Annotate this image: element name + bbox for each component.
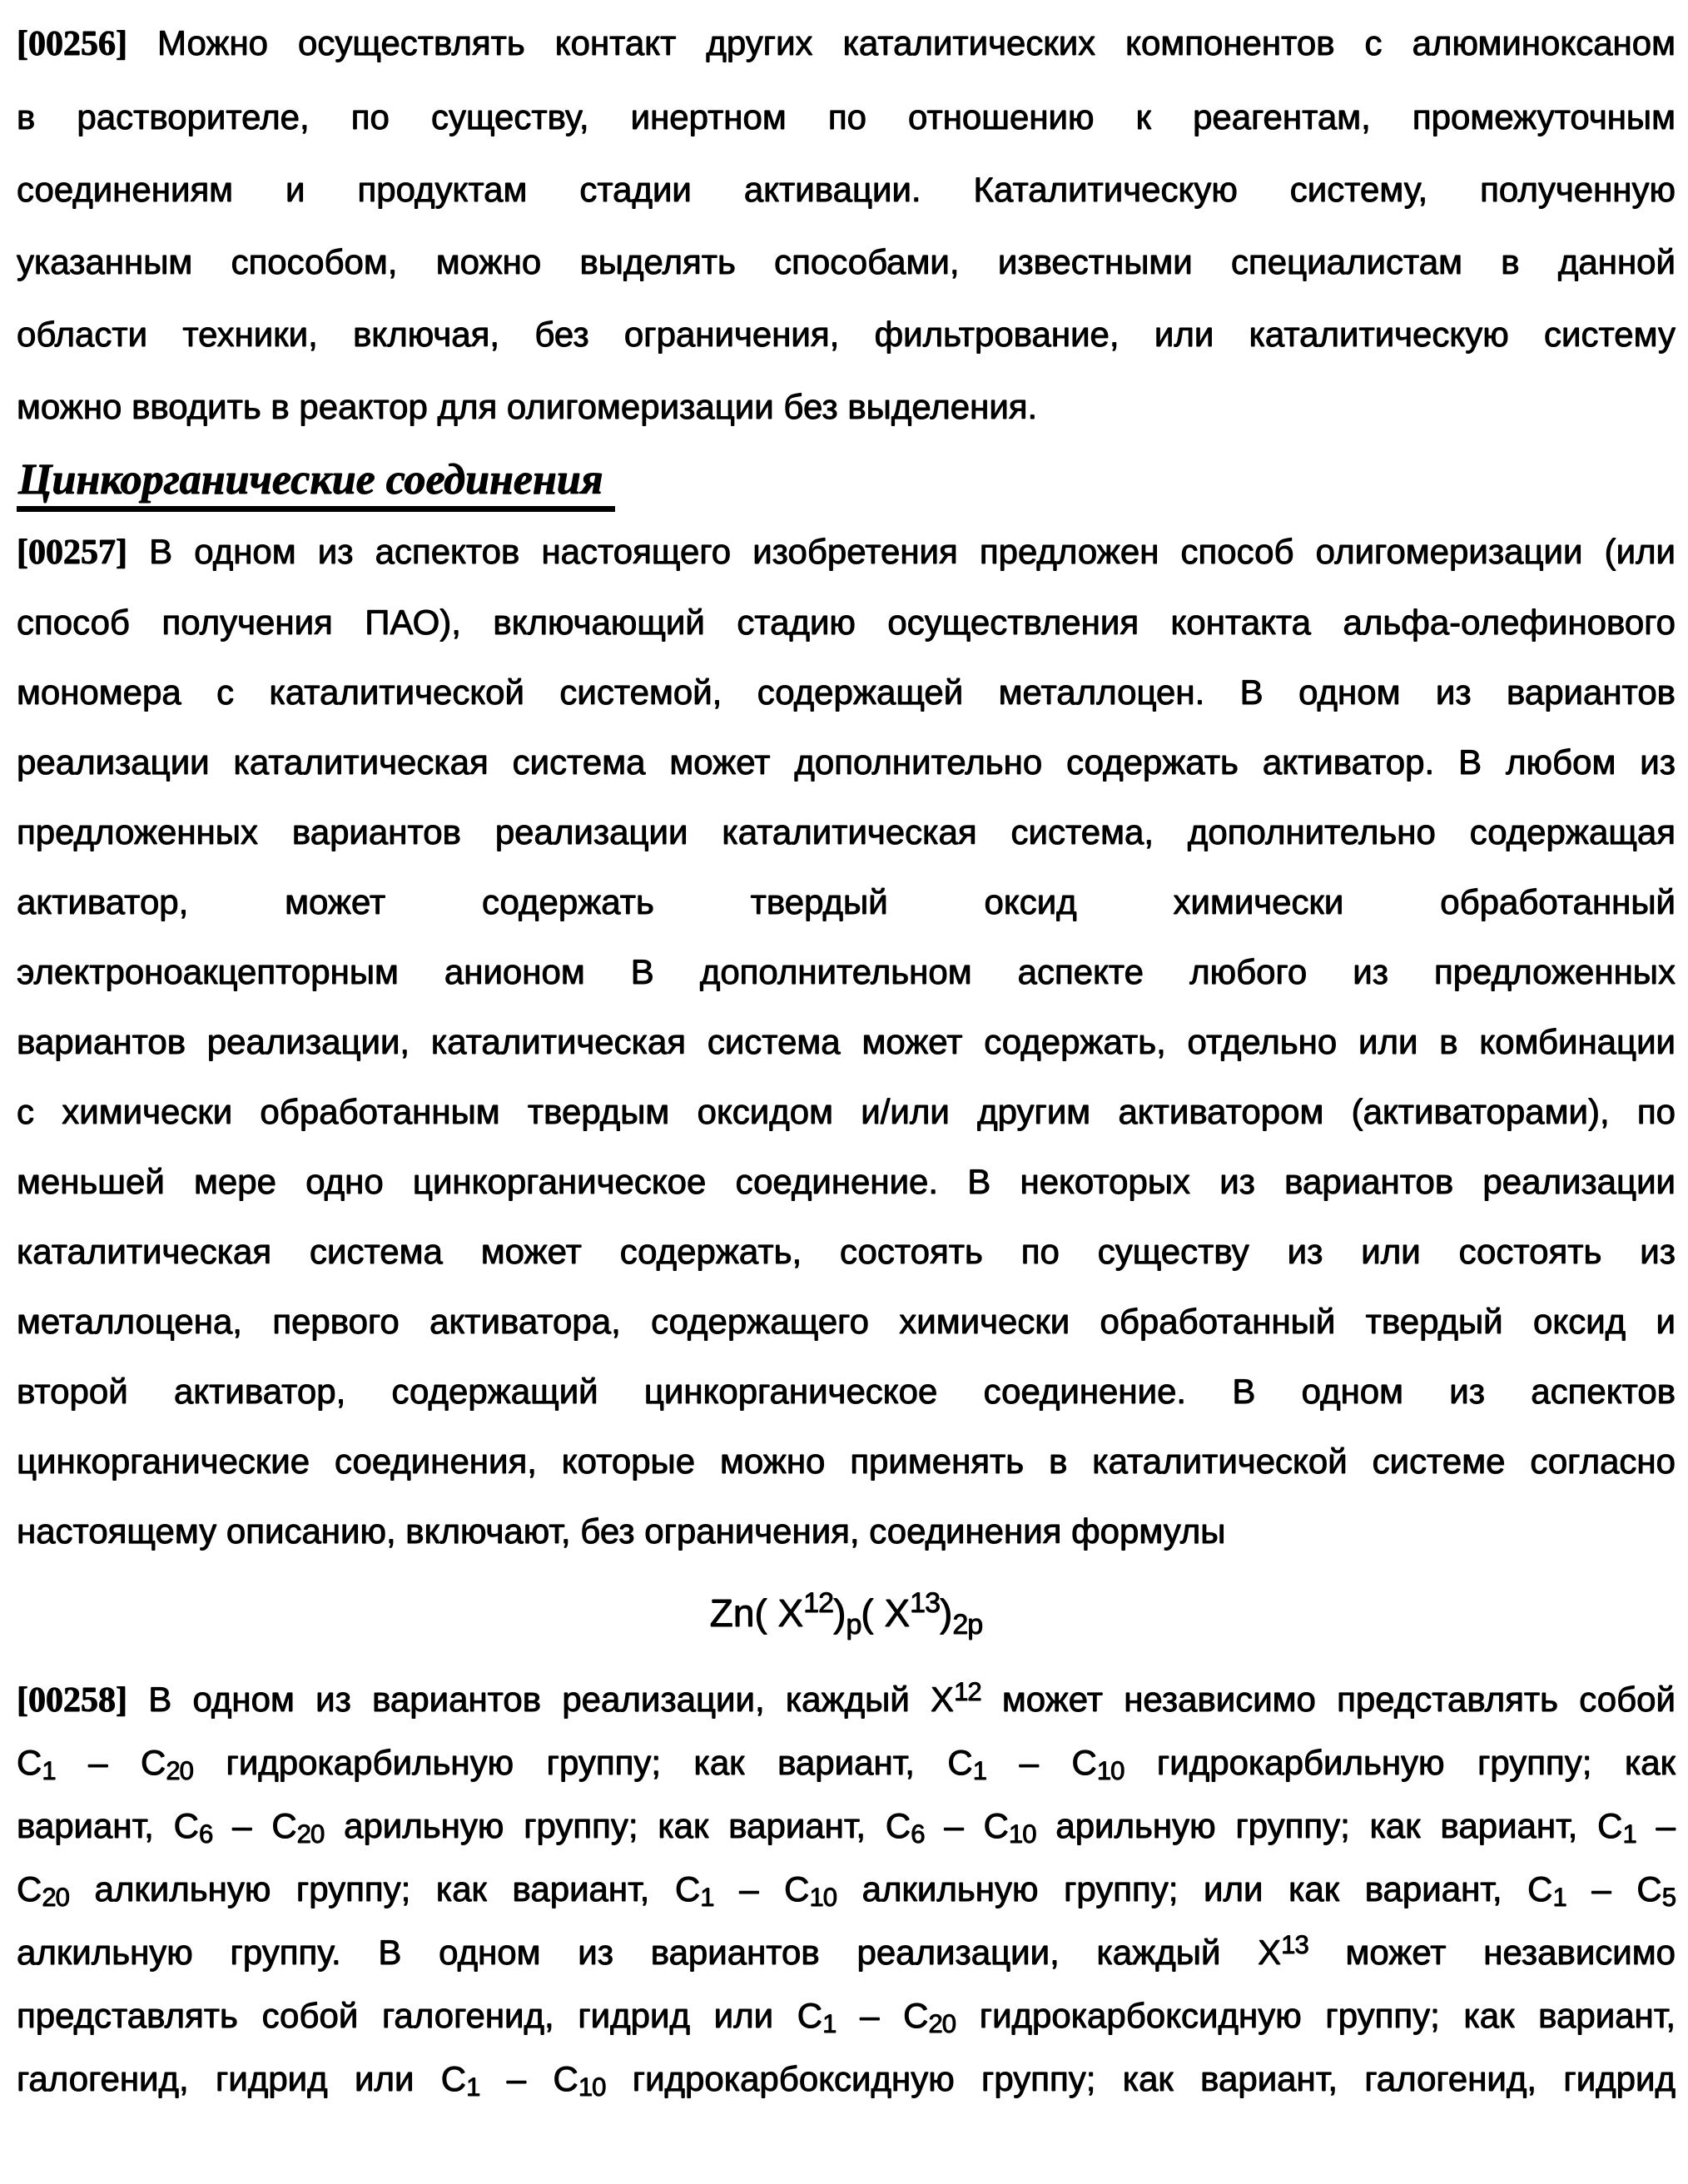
text-line: [17, 81, 1676, 153]
text-segment: ( X: [861, 1591, 911, 1635]
text-segment: меньшей мере одно цинкорганическое соединение. В некоторых из вариантов реализации: [17, 1162, 1676, 1201]
text-segment: каталитическая система может содержать, состоять по существу из или состоять из: [17, 1232, 1676, 1271]
text-line: [17, 1796, 1676, 1859]
text-line: [17, 298, 1676, 370]
subscript-text: 1: [822, 2009, 837, 2039]
subscript-text: 20: [296, 1819, 325, 1849]
text-segment: В одном из аспектов настоящего изобретения предложен способ олигомеризации (или: [127, 532, 1676, 571]
subscript-text: 1: [1552, 1883, 1566, 1913]
text-segment: вариант, C: [17, 1806, 199, 1845]
text-segment: реализации каталитическая система может дополнительно содержать активатор. В любом из: [17, 742, 1676, 782]
text-segment: C: [17, 1743, 42, 1782]
section-heading-text: Цинкорганические соединения: [17, 459, 615, 512]
text-segment: в растворителе, по существу, инертном по отношению к реагентам, промежуточным: [17, 97, 1676, 136]
subscript-text: 1: [1622, 1819, 1636, 1849]
subscript-text: 10: [1096, 1756, 1125, 1786]
text-segment: –: [1636, 1806, 1676, 1845]
text-segment: области техники, включая, без ограничения, фильтрование, или каталитическую систему: [17, 315, 1676, 354]
text-line: [17, 7, 1676, 81]
text-segment: – C: [212, 1806, 297, 1845]
text-segment: – C: [924, 1806, 1009, 1845]
text-segment: с химически обработанным твердым оксидом и/или другим активатором (активаторами), по: [17, 1092, 1676, 1131]
text-line: [17, 797, 1676, 867]
text-segment: предложенных вариантов реализации каталитическая система, дополнительно содержащая: [17, 812, 1676, 851]
superscript-text: 12: [803, 1586, 834, 1619]
text-line: [17, 1147, 1676, 1217]
text-segment: ): [940, 1591, 953, 1635]
text-segment: гидрокарбильную группу; как: [1124, 1743, 1676, 1782]
text-segment: электроноакцепторным анионом В дополнительном аспекте любого из предложенных: [17, 952, 1676, 991]
subscript-text: 1: [42, 1756, 56, 1786]
superscript-text: 12: [954, 1676, 981, 1706]
text-segment: C: [17, 1869, 42, 1909]
text-segment: настоящему описанию, включают, без ограничения, соединения формулы: [17, 1511, 1226, 1551]
text-line: [17, 727, 1676, 797]
superscript-text: 13: [1281, 1929, 1308, 1959]
subscript-text: 2p: [952, 1609, 983, 1641]
text-line: [17, 588, 1676, 658]
text-segment: вариантов реализации, каталитическая система может содержать, отдельно или в комбинации: [17, 1022, 1676, 1061]
subscript-text: 10: [578, 2072, 606, 2102]
paragraph-00258: [17, 1670, 1676, 2112]
text-segment: может независимо: [1308, 1933, 1676, 1972]
section-heading: [17, 456, 1676, 512]
text-line: [17, 153, 1676, 226]
subscript-text: 1: [972, 1756, 987, 1786]
text-segment: Можно осуществлять контакт других каталитических компонентов с алюминоксаном: [127, 23, 1676, 62]
text-line: [17, 1859, 1676, 1923]
text-segment: алкильную группу. В одном из вариантов реализации, каждый X: [17, 1933, 1282, 1972]
subscript-text: 6: [199, 1819, 213, 1849]
paragraph-number: [00258]: [17, 1681, 127, 1720]
text-line: [17, 658, 1676, 727]
text-segment: Zn( X: [709, 1591, 804, 1635]
text-segment: – C: [1566, 1869, 1662, 1909]
paragraph-00256: [17, 7, 1676, 443]
text-segment: указанным способом, можно выделять способами, известными специалистам в данной: [17, 242, 1676, 281]
text-segment: арильную группу; как вариант, C: [1035, 1806, 1623, 1845]
subscript-text: 1: [700, 1883, 714, 1913]
text-segment: гидрокарбоксидную группу; как вариант,: [956, 1996, 1676, 2035]
text-segment: цинкорганические соединения, которые можно применять в каталитической системе согласно: [17, 1442, 1676, 1481]
text-line: [17, 937, 1676, 1007]
subscript-text: 20: [166, 1756, 193, 1786]
text-line: [17, 1427, 1676, 1497]
chemical-formula: [17, 1578, 1676, 1648]
text-line: [17, 2049, 1676, 2112]
text-segment: второй активатор, содержащий цинкорганическое соединение. В одном из аспектов: [17, 1372, 1676, 1411]
text-line: [17, 1287, 1676, 1357]
text-line: [17, 1986, 1676, 2049]
paragraph-number: [00257]: [17, 534, 127, 572]
text-line: [17, 1733, 1676, 1796]
text-line: [17, 1357, 1676, 1427]
text-segment: металлоцена, первого активатора, содержащего химически обработанный твердый оксид и: [17, 1302, 1676, 1341]
text-segment: соединениям и продуктам стадии активации. Каталитическую систему, полученную: [17, 170, 1676, 209]
text-segment: – C: [55, 1743, 166, 1782]
text-line: [17, 1670, 1676, 1733]
paragraph-number: [00256]: [17, 25, 127, 63]
subscript-text: 10: [1008, 1819, 1036, 1849]
subscript-text: 6: [911, 1819, 925, 1849]
text-line: [17, 517, 1676, 588]
superscript-text: 13: [910, 1586, 941, 1619]
text-line: [17, 1007, 1676, 1077]
text-segment: алкильную группу; или как вариант, C: [837, 1869, 1553, 1909]
subscript-text: p: [846, 1609, 861, 1641]
text-segment: арильную группу; как вариант, C: [324, 1806, 911, 1845]
text-segment: гидрокарбильную группу; как вариант, C: [192, 1743, 973, 1782]
text-segment: галогенид, гидрид или C: [17, 2059, 467, 2098]
text-line: [17, 867, 1676, 937]
text-line: [17, 1923, 1676, 1986]
subscript-text: 20: [42, 1883, 69, 1913]
text-segment: алкильную группу; как вариант, C: [68, 1869, 701, 1909]
subscript-text: 10: [809, 1883, 837, 1913]
text-line: [17, 1077, 1676, 1147]
text-segment: ): [833, 1591, 846, 1635]
text-segment: мономера с каталитической системой, содержащей металлоцен. В одном из вариантов: [17, 673, 1676, 712]
text-segment: – C: [836, 1996, 929, 2035]
text-line: [17, 1497, 1676, 1566]
text-segment: способ получения ПАО), включающий стадию осуществления контакта альфа-олефинового: [17, 603, 1676, 642]
text-segment: – C: [986, 1743, 1097, 1782]
text-segment: В одном из вариантов реализации, каждый X: [127, 1680, 955, 1719]
text-line: [17, 226, 1676, 298]
text-segment: – C: [713, 1869, 810, 1909]
text-segment: гидрокарбоксидную группу; как вариант, галогенид, гидрид: [605, 2059, 1676, 2098]
text-line: [17, 1217, 1676, 1287]
text-segment: активатор, может содержать твердый оксид химически обработанный: [17, 882, 1676, 921]
text-segment: можно вводить в реактор для олигомеризации без выделения.: [17, 387, 1038, 426]
paragraph-00257: [17, 517, 1676, 1566]
subscript-text: 1: [466, 2072, 480, 2102]
text-line: [17, 370, 1676, 443]
text-segment: – C: [479, 2059, 578, 2098]
text-segment: представлять собой галогенид, гидрид или C: [17, 1996, 823, 2035]
subscript-text: 20: [928, 2009, 956, 2039]
text-segment: может независимо представлять собой: [981, 1680, 1676, 1719]
subscript-text: 5: [1661, 1883, 1676, 1913]
